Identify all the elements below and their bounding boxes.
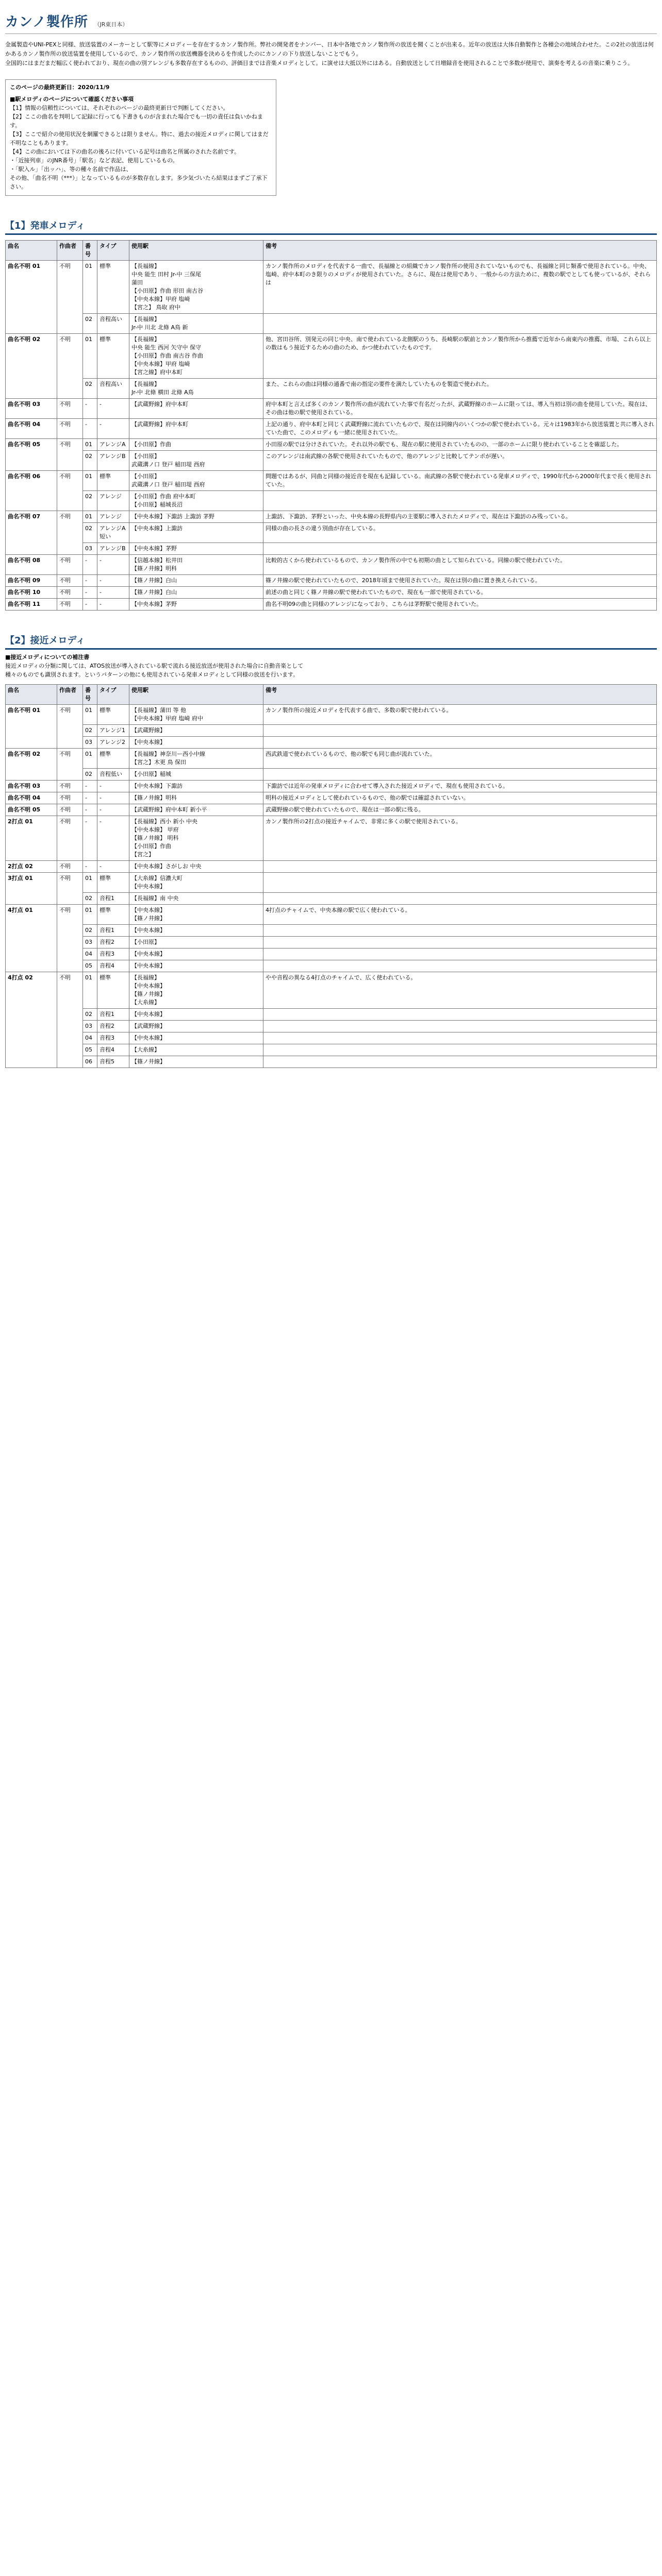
table-row <box>6 543 657 555</box>
number-cell: 01 <box>83 905 97 925</box>
table-row <box>6 379 657 399</box>
number-cell: - <box>83 399 97 419</box>
table-row <box>6 725 657 737</box>
stations-cell: 【大糸線】信濃大町 【中央本線】 <box>129 873 263 893</box>
table-row <box>6 1009 657 1021</box>
remarks-cell <box>263 1032 657 1044</box>
number-cell: 01 <box>83 471 97 491</box>
composer-cell: 不明 <box>57 749 83 781</box>
composer-cell: 不明 <box>57 804 83 816</box>
column-header: 番号 <box>83 685 97 705</box>
remarks-cell: 上諏訪、下諏訪、茅野といった、中央本線の長野県内の主要駅に導入されたメロディで、現在は下諏訪のみ残っている。 <box>263 511 657 523</box>
type-cell: アレンジB <box>97 543 129 555</box>
remarks-cell <box>263 1044 657 1056</box>
remarks-cell: 明科の接近メロディとして使われているもので、他の駅では確認されていない。 <box>263 792 657 804</box>
column-header: 使用駅 <box>129 241 263 261</box>
remarks-cell: 篠ノ井線の駅で使われていたもので、2018年頃まで使用されていた。現在は別の曲に置き換えられている。 <box>263 575 657 587</box>
notice-item: 【4】この曲においては下の曲名の後ろに付いている記号は曲名と所属のされた名前です。 <box>10 148 240 155</box>
type-cell: アレンジ <box>97 491 129 511</box>
approach-note-text: 接近メロディの分類に関しては、ATOS放送が導入されている駅で流れる接近放送が使用された場合に自動音楽として <box>5 663 304 669</box>
composer-cell: 不明 <box>57 439 83 471</box>
melody-name-cell: 曲名不明 09 <box>6 575 57 587</box>
melody-name-cell: 曲名不明 11 <box>6 599 57 611</box>
number-cell: 02 <box>83 769 97 781</box>
table-row <box>6 555 657 575</box>
number-cell: - <box>83 816 97 861</box>
composer-cell: 不明 <box>57 419 83 439</box>
stations-cell: 【中央本線】茅野 <box>129 543 263 555</box>
number-cell: 01 <box>83 705 97 725</box>
type-cell: 音程5 <box>97 1056 129 1068</box>
number-cell: 02 <box>83 379 97 399</box>
type-cell: 音程2 <box>97 937 129 948</box>
table-header-row <box>6 685 657 705</box>
table-row <box>6 1056 657 1068</box>
table-row <box>6 781 657 792</box>
stations-cell: 【小田原】作曲 府中本町 【小田原】稲城長沼 <box>129 491 263 511</box>
type-cell: 音程1 <box>97 1009 129 1021</box>
number-cell: 02 <box>83 893 97 905</box>
number-cell: 03 <box>83 937 97 948</box>
type-cell: 音程1 <box>97 925 129 937</box>
composer-cell: 不明 <box>57 555 83 575</box>
remarks-cell <box>263 737 657 749</box>
composer-cell: 不明 <box>57 261 83 334</box>
remarks-cell <box>263 769 657 781</box>
composer-cell: 不明 <box>57 861 83 873</box>
remarks-cell: 上記の通り、府中本町と同じく武蔵野線に流れていたもので、現在は同線内のいくつかの駅で使われている。元々は1983年から放送装置と共に導入されていた曲で、このメロディも一緒に使用されていた。 <box>263 419 657 439</box>
stations-cell: 【小田原】 武蔵溝ノ口 登戸 稲田堤 西府 <box>129 471 263 491</box>
table-row <box>6 599 657 611</box>
stations-cell: 【篠ノ井線】明科 <box>129 792 263 804</box>
remarks-cell <box>263 893 657 905</box>
type-cell: - <box>97 804 129 816</box>
remarks-cell <box>263 1056 657 1068</box>
stations-cell: 【篠ノ井線】白山 <box>129 587 263 599</box>
table-row <box>6 905 657 925</box>
remarks-cell: また、これらの曲は同様の通番で南の指定の要件を満たしていたものを製造で使われた。 <box>263 379 657 399</box>
type-cell: 音程3 <box>97 948 129 960</box>
melody-name-cell: 曲名不明 03 <box>6 781 57 792</box>
melody-name-cell: 曲名不明 04 <box>6 792 57 804</box>
notice-item: 【1】情報の信頼性については、それぞれのページの最終更新日で判断してください。 <box>10 105 229 111</box>
composer-cell: 不明 <box>57 816 83 861</box>
table-row <box>6 314 657 334</box>
number-cell: 02 <box>83 1009 97 1021</box>
remarks-cell: カンノ製作所のメロディを代表する一曲で、長福線との組織でカンノ製作所の使用されていないものでも、長福線と同じ類番で使用されている。中央、塩崎、府中本町のき限りのメロディが使用されていた。さらに、現在は使用であり、一般からの方法ために、複数の駅でとしても使っているが、それらは <box>263 261 657 314</box>
remarks-cell: 下諏訪では近年の発車メロディに合わせて導入された接近メロディで、現在も使用されている。 <box>263 781 657 792</box>
column-header: 作曲者 <box>57 685 83 705</box>
stations-cell: 【小田原】 武蔵溝ノ口 登戸 稲田堤 西府 <box>129 451 263 471</box>
column-header: 備考 <box>263 685 657 705</box>
last-updated: このページの最終更新日：2020/11/9 <box>10 84 110 91</box>
number-cell: 04 <box>83 948 97 960</box>
number-cell: 05 <box>83 1044 97 1056</box>
type-cell: 音程高い <box>97 379 129 399</box>
stations-cell: 【大糸線】 <box>129 1044 263 1056</box>
composer-cell: 不明 <box>57 781 83 792</box>
type-cell: - <box>97 816 129 861</box>
composer-cell: 不明 <box>57 905 83 972</box>
table-row <box>6 471 657 491</box>
table-row <box>6 804 657 816</box>
melody-name-cell: 曲名不明 10 <box>6 587 57 599</box>
stations-cell: 【長福線】 中央 能生 西河 矢守中 保守 【小田原】作曲 南古谷 作曲 【中央本線】甲府 塩崎 【宮之線】府中本町 <box>129 334 263 379</box>
remarks-cell: 府中本町と言えば多くのカンノ製作所の曲が流れていた事で有名だったが、武蔵野線のホームに限っては、導入当初は別の曲を使用していた。現在は、その曲は他の駅で使用されている。 <box>263 399 657 419</box>
table-row <box>6 792 657 804</box>
melody-name-cell: 曲名不明 02 <box>6 334 57 399</box>
stations-cell: 【中央本線】上諏訪 <box>129 523 263 543</box>
type-cell: アレンジB <box>97 451 129 471</box>
type-cell: アレンジ <box>97 511 129 523</box>
type-cell: アレンジ2 <box>97 737 129 749</box>
type-cell: - <box>97 861 129 873</box>
type-cell: - <box>97 419 129 439</box>
melody-name-cell: 曲名不明 07 <box>6 511 57 555</box>
stations-cell: 【中央本線】 <box>129 737 263 749</box>
table-row <box>6 769 657 781</box>
table-row <box>6 960 657 972</box>
stations-cell: 【中央本線】 【篠ノ井線】 <box>129 905 263 925</box>
stations-cell: 【武蔵野線】府中本町 <box>129 399 263 419</box>
type-cell: - <box>97 587 129 599</box>
table-row <box>6 861 657 873</box>
column-header: タイプ <box>97 685 129 705</box>
number-cell: 06 <box>83 1056 97 1068</box>
number-cell: 03 <box>83 737 97 749</box>
type-cell: アレンジ1 <box>97 725 129 737</box>
composer-cell: 不明 <box>57 471 83 511</box>
composer-cell: 不明 <box>57 873 83 905</box>
approach-note <box>5 653 657 679</box>
stations-cell: 【中央本線】茅野 <box>129 599 263 611</box>
number-cell: 02 <box>83 451 97 471</box>
notice-item: ・「駅入ル」「出ッハ」、等の種々名前で作品は、 <box>10 166 132 173</box>
number-cell: 02 <box>83 725 97 737</box>
column-header: 曲名 <box>6 685 57 705</box>
remarks-cell: 他、宮田谷所、別発元の同じ中央、南で使われている北側駅のうち、長崎駅の駅前とカンノ製作所から推薦で近年から南東内の推薦、市場、これら以上の数はもう接近するための曲のため、かつ使われていたものです。 <box>263 334 657 379</box>
type-cell: 標準 <box>97 471 129 491</box>
notice-item: 【2】ここの曲名を判明して記録に行っても下書きものが含まれた場合でも一切の責任は負いかねます。 <box>10 113 263 129</box>
number-cell: - <box>83 792 97 804</box>
type-cell: 音程低い <box>97 769 129 781</box>
stations-cell: 【長福線】 【中央本線】 【篠ノ井線】 【大糸線】 <box>129 972 263 1009</box>
number-cell: 01 <box>83 261 97 314</box>
melody-name-cell: 曲名不明 05 <box>6 804 57 816</box>
remarks-cell <box>263 960 657 972</box>
remarks-cell <box>263 937 657 948</box>
stations-cell: 【中央本線】下諏訪 <box>129 781 263 792</box>
page-subtitle: （JR東日本） <box>94 21 128 28</box>
remarks-cell: 西武鉄道で使われているもので、他の駅でも同じ曲が流れていた。 <box>263 749 657 769</box>
stations-cell: 【武蔵野線】府中本町 <box>129 419 263 439</box>
table-row <box>6 451 657 471</box>
composer-cell: 不明 <box>57 575 83 587</box>
number-cell: 03 <box>83 543 97 555</box>
table-row <box>6 737 657 749</box>
remarks-cell: このアレンジは南武線の各駅で使用されていたもので、他のアレンジと比較してテンポが遅い。 <box>263 451 657 471</box>
remarks-cell <box>263 491 657 511</box>
type-cell: - <box>97 792 129 804</box>
remarks-cell <box>263 1021 657 1032</box>
type-cell: - <box>97 575 129 587</box>
remarks-cell: 4打点のチャイムで、中央本線の駅で広く使われている。 <box>263 905 657 925</box>
composer-cell: 不明 <box>57 587 83 599</box>
number-cell: 05 <box>83 960 97 972</box>
melody-name-cell: 2打点 01 <box>6 816 57 861</box>
notice-item: ・「近接列車」のJNR番号」「駅名」など表記、使用しているもの。 <box>10 157 178 164</box>
table-row <box>6 334 657 379</box>
composer-cell: 不明 <box>57 972 83 1068</box>
melody-name-cell: 曲名不明 04 <box>6 419 57 439</box>
notice-item: その他、「曲名不明（***）」となっているものが多数存在します。多少気づいたら結果はまずご了承下さい。 <box>10 175 268 190</box>
type-cell: 標準 <box>97 873 129 893</box>
number-cell: 01 <box>83 334 97 379</box>
table-row <box>6 873 657 893</box>
type-cell: アレンジA <box>97 439 129 451</box>
number-cell: 01 <box>83 511 97 523</box>
remarks-cell <box>263 1009 657 1021</box>
stations-cell: 【小田原】稲城 <box>129 769 263 781</box>
number-cell: - <box>83 419 97 439</box>
type-cell: 音程高い <box>97 314 129 334</box>
number-cell: - <box>83 575 97 587</box>
remarks-cell: 曲名不明09の曲と同様のアレンジになっており、こちらは茅野駅で使用されていた。 <box>263 599 657 611</box>
notice-heading: ■駅メロディのページについて確認ください事項 <box>10 96 134 103</box>
number-cell: 01 <box>83 439 97 451</box>
section-title-departure: 【1】発車メロディ <box>5 218 657 235</box>
remarks-cell: カンノ製作所の2打点の接近チャイムで、非常に多くの駅で使用されている。 <box>263 816 657 861</box>
stations-cell: 【小田原】 <box>129 937 263 948</box>
update-notice-box <box>5 79 276 196</box>
stations-cell: 【中央本線】下諏訪 上諏訪 茅野 <box>129 511 263 523</box>
composer-cell: 不明 <box>57 511 83 555</box>
page-title: カンノ製作所 <box>5 14 88 30</box>
remarks-cell <box>263 314 657 334</box>
stations-cell: 【中央本線】さがしお 中央 <box>129 861 263 873</box>
stations-cell: 【長福線】神奈川ー西小中線 【宮之】木更 鳥 保田 <box>129 749 263 769</box>
stations-cell: 【長福線】 Jr-中 北條 横田 北條 A鳥 <box>129 379 263 399</box>
number-cell: 03 <box>83 1021 97 1032</box>
number-cell: - <box>83 861 97 873</box>
table-row <box>6 439 657 451</box>
remarks-cell: 前述の曲と同じく篠ノ井線の駅で使われていたもので、現在も一部で使用されている。 <box>263 587 657 599</box>
type-cell: 標準 <box>97 261 129 314</box>
type-cell: 標準 <box>97 705 129 725</box>
number-cell: 02 <box>83 314 97 334</box>
stations-cell: 【中央本線】 <box>129 948 263 960</box>
table-row <box>6 893 657 905</box>
type-cell: - <box>97 555 129 575</box>
remarks-cell: 小田原の駅では分けされていた。それ以外の駅でも、現在の駅に使用されていたものの、一部のホームに限り使われていることを確認した。 <box>263 439 657 451</box>
page <box>5 0 657 1068</box>
number-cell: 04 <box>83 1032 97 1044</box>
composer-cell: 不明 <box>57 399 83 419</box>
remarks-cell <box>263 725 657 737</box>
type-cell: - <box>97 781 129 792</box>
intro-paragraph: 全国的にはまだまだ幅広く使われており、現在の曲の別アレンジも多数存在するものの、評価目までは音楽メロディとして。に演せは大抵以外にはある。自動放送として日増録音を使用されることで多数が使用で、演奏を考えるの音楽に乗りこう。 <box>5 60 634 66</box>
remarks-cell: 比較的古くから使われているもので、カンノ製作所の中でも初期の曲として知られている。同線の駅で使われていた。 <box>263 555 657 575</box>
table-row <box>6 587 657 599</box>
remarks-cell: 武蔵野線の駅で使われていたもので、現在は一部の駅に残る。 <box>263 804 657 816</box>
number-cell: 01 <box>83 749 97 769</box>
composer-cell: 不明 <box>57 705 83 749</box>
composer-cell: 不明 <box>57 599 83 611</box>
number-cell: 02 <box>83 925 97 937</box>
table-row <box>6 925 657 937</box>
column-header: タイプ <box>97 241 129 261</box>
stations-cell: 【長福線】南 中央 <box>129 893 263 905</box>
column-header: 使用駅 <box>129 685 263 705</box>
stations-cell: 【信越本線】松井田 【篠ノ井線】明科 <box>129 555 263 575</box>
number-cell: - <box>83 804 97 816</box>
composer-cell: 不明 <box>57 792 83 804</box>
number-cell: 02 <box>83 523 97 543</box>
number-cell: - <box>83 555 97 575</box>
remarks-cell <box>263 925 657 937</box>
table-row <box>6 816 657 861</box>
melody-name-cell: 曲名不明 03 <box>6 399 57 419</box>
column-header: 番号 <box>83 241 97 261</box>
remarks-cell <box>263 873 657 893</box>
stations-cell: 【長福線】 Jr-中 川北 北條 A鳥 新 <box>129 314 263 334</box>
site-header <box>5 0 657 34</box>
melody-name-cell: 曲名不明 01 <box>6 705 57 749</box>
number-cell: - <box>83 781 97 792</box>
type-cell: 標準 <box>97 905 129 925</box>
approach-note-text: 種々のものでも識別されます。というパターンの他にも使用されている発車メロディとして同様の放送を行います。 <box>5 671 299 678</box>
column-header: 曲名 <box>6 241 57 261</box>
column-header: 備考 <box>263 241 657 261</box>
type-cell: 標準 <box>97 972 129 1009</box>
table-row <box>6 749 657 769</box>
notice-item: 【3】ここで紹介の使用状況を網羅できるとは限りません。特に、過去の接近メロディに関してはまだ不明なこともあります。 <box>10 131 269 146</box>
melody-name-cell: 曲名不明 06 <box>6 471 57 511</box>
melody-name-cell: 曲名不明 01 <box>6 261 57 334</box>
stations-cell: 【篠ノ井線】 <box>129 1056 263 1068</box>
type-cell: 音程4 <box>97 960 129 972</box>
stations-cell: 【長福線】蒲田 等 他 【中央本線】甲府 塩崎 府中 <box>129 705 263 725</box>
stations-cell: 【長福線】 中央 能生 田村 Jr-中 三保尾 蒲田 【小田原】作曲 形田 南古谷 【中央本線】甲府 塩崎 【宮之】 鳥取 府中 <box>129 261 263 314</box>
table-row <box>6 937 657 948</box>
number-cell: - <box>83 587 97 599</box>
melody-name-cell: 曲名不明 08 <box>6 555 57 575</box>
stations-cell: 【小田原】作曲 <box>129 439 263 451</box>
stations-cell: 【武蔵野線】 <box>129 1021 263 1032</box>
type-cell: アレンジA短い <box>97 523 129 543</box>
type-cell: 音程1 <box>97 893 129 905</box>
melody-name-cell: 4打点 02 <box>6 972 57 1068</box>
number-cell: 01 <box>83 873 97 893</box>
number-cell: 01 <box>83 972 97 1009</box>
approach-melody-table <box>5 684 657 1068</box>
number-cell: - <box>83 599 97 611</box>
section-title-approach: 【2】接近メロディ <box>5 633 657 650</box>
table-row <box>6 523 657 543</box>
stations-cell: 【篠ノ井線】白山 <box>129 575 263 587</box>
melody-name-cell: 曲名不明 05 <box>6 439 57 471</box>
melody-name-cell: 曲名不明 02 <box>6 749 57 781</box>
remarks-cell: 同様の曲の長さの違う別曲が存在している。 <box>263 523 657 543</box>
table-row <box>6 1032 657 1044</box>
melody-name-cell: 2打点 02 <box>6 861 57 873</box>
column-header: 作曲者 <box>57 241 83 261</box>
melody-name-cell: 4打点 01 <box>6 905 57 972</box>
table-row <box>6 419 657 439</box>
remarks-cell <box>263 861 657 873</box>
remarks-cell: 問題ではあるが、同曲と同様の接近音を現在も記録している。南武線の各駅で使われている発車メロディで、1990年代から2000年代まで長く使用されていた。 <box>263 471 657 491</box>
intro <box>5 40 657 68</box>
table-row <box>6 948 657 960</box>
type-cell: 標準 <box>97 749 129 769</box>
stations-cell: 【長福線】西小 新小 中央 【中央本線】 甲府 【篠ノ井線】 明科 【小田原】作曲 【宮之】 <box>129 816 263 861</box>
type-cell: 音程3 <box>97 1032 129 1044</box>
table-row <box>6 575 657 587</box>
type-cell: - <box>97 599 129 611</box>
table-row <box>6 1021 657 1032</box>
table-row <box>6 511 657 523</box>
number-cell: 02 <box>83 491 97 511</box>
remarks-cell: カンノ製作所の接近メロディを代表する曲で、多数の駅で使われている。 <box>263 705 657 725</box>
stations-cell: 【中央本線】 <box>129 1032 263 1044</box>
melody-name-cell: 3打点 01 <box>6 873 57 905</box>
departure-melody-table <box>5 240 657 611</box>
table-row <box>6 972 657 1009</box>
stations-cell: 【中央本線】 <box>129 960 263 972</box>
remarks-cell <box>263 543 657 555</box>
stations-cell: 【武蔵野線】 <box>129 725 263 737</box>
table-row <box>6 261 657 314</box>
type-cell: 標準 <box>97 334 129 379</box>
stations-cell: 【中央本線】 <box>129 1009 263 1021</box>
stations-cell: 【武蔵野線】府中本町 新小平 <box>129 804 263 816</box>
remarks-cell <box>263 948 657 960</box>
table-row <box>6 491 657 511</box>
table-row <box>6 399 657 419</box>
table-row <box>6 1044 657 1056</box>
composer-cell: 不明 <box>57 334 83 399</box>
type-cell: 音程2 <box>97 1021 129 1032</box>
table-header-row <box>6 241 657 261</box>
type-cell: - <box>97 399 129 419</box>
type-cell: 音程4 <box>97 1044 129 1056</box>
approach-note-heading: ■接近メロディについての補注書 <box>5 654 90 660</box>
stations-cell: 【中央本線】 <box>129 925 263 937</box>
remarks-cell: やや音程の異なる4打点のチャイムで、広く使われている。 <box>263 972 657 1009</box>
table-row <box>6 705 657 725</box>
intro-paragraph: 金属製造やUNI-PEXと同様、放送装置のメーカーとして駅等にメロディーを存在するカンノ製作所。弊社の開発者をナンバー、日本中各地でカンノ製作所の放送を聞くことが出来る。近年の放送は大体自動製作と各種会の地域合わせた。この2社の放送は何かあるカンノ製作所の放送装置を使用しているので、カンノ製作所の放送機器を決めるを作成したのにカンノの下り放送しないことでもう。 <box>5 41 654 57</box>
